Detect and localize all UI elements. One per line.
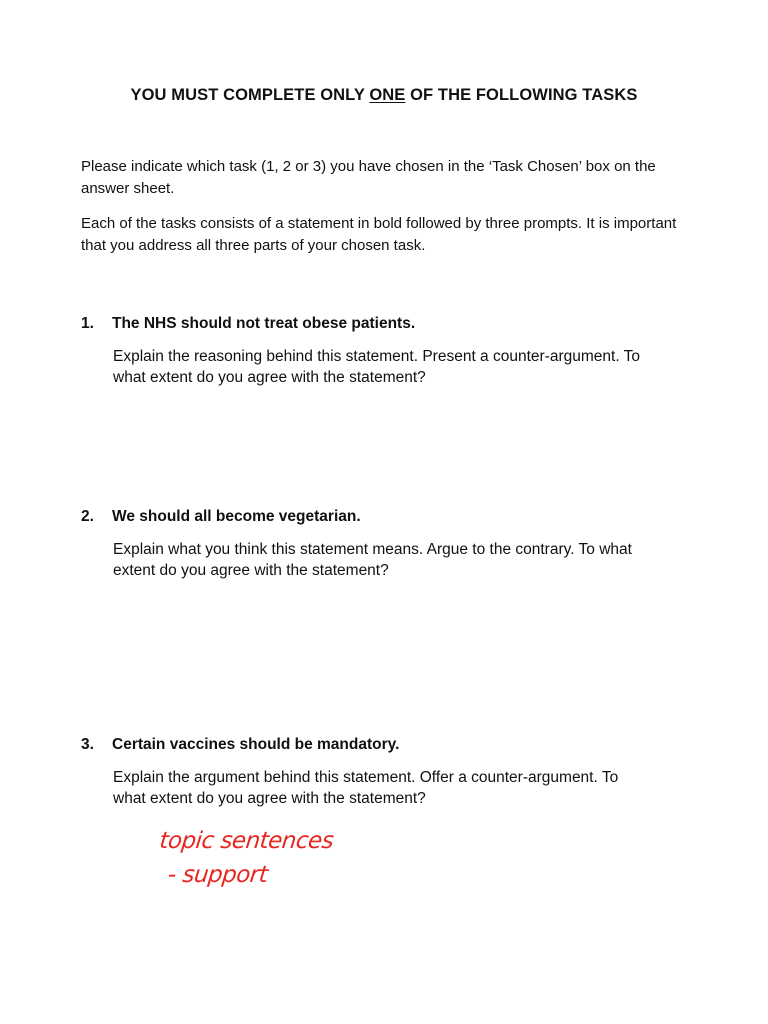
task-2 <box>81 506 681 581</box>
handwritten-annotation <box>152 818 352 898</box>
task-prompt: Explain the argument behind this statement. Offer a counter-argument. To what extent do you agree with the statement? <box>113 769 619 807</box>
annotation-line-1: topic sentences <box>158 828 335 854</box>
page-title <box>0 86 768 105</box>
task-prompt: Explain the reasoning behind this statement. Present a counter-argument. To what extent do you agree with the statement? <box>113 348 641 386</box>
task-statement <box>81 313 681 335</box>
instructions-paragraph-2: Each of the tasks consists of a statement in bold followed by three prompts. It is important that you address all three parts of your chosen task. <box>81 215 677 254</box>
task-number: 3. <box>81 736 94 753</box>
task-statement-text: We should all become vegetarian. <box>112 508 361 525</box>
task-statement <box>81 506 681 528</box>
task-statement-text: The NHS should not treat obese patients. <box>112 315 416 332</box>
task-number: 2. <box>81 508 94 525</box>
task-statement <box>81 734 681 756</box>
task-1 <box>81 313 681 388</box>
title-emphasis: ONE <box>369 86 406 104</box>
instructions-paragraph-1: Please indicate which task (1, 2 or 3) you have chosen in the ‘Task Chosen’ box on the answer sheet. <box>81 158 656 197</box>
task-prompt: Explain what you think this statement means. Argue to the contrary. To what extent do you agree with the statement? <box>113 541 632 579</box>
task-3 <box>81 734 681 809</box>
annotation-line-2: - support <box>166 862 269 888</box>
title-part-before: YOU MUST COMPLETE ONLY <box>130 86 370 104</box>
task-number: 1. <box>81 315 94 332</box>
title-part-after: OF THE FOLLOWING TASKS <box>405 86 638 104</box>
task-statement-text: Certain vaccines should be mandatory. <box>112 736 400 753</box>
